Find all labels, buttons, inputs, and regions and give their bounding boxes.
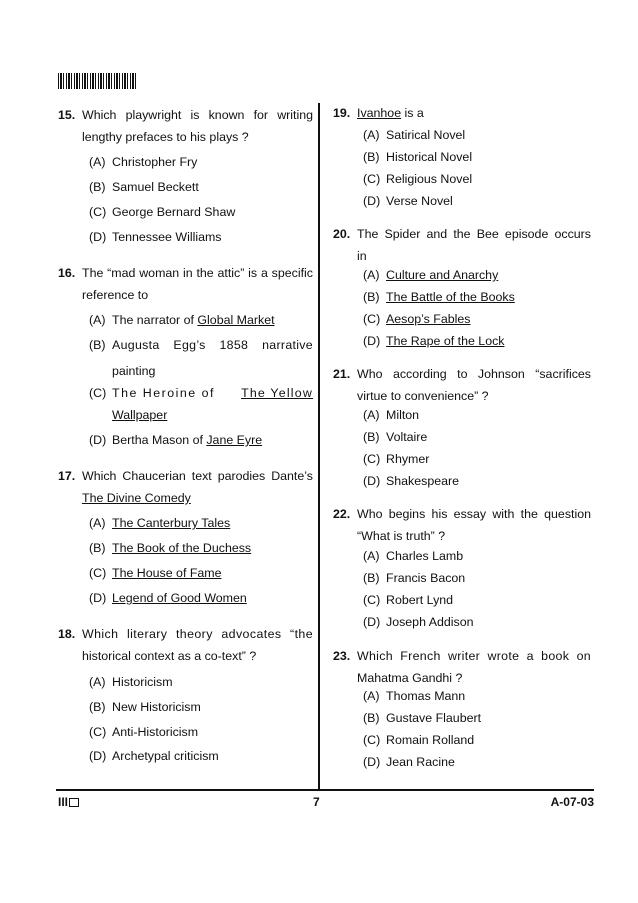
column-divider [318, 103, 320, 789]
option-20c [363, 308, 591, 330]
option-23c [363, 729, 591, 751]
option-label: (B) [89, 541, 106, 555]
option-label: (D) [363, 334, 381, 348]
option-label: (C) [363, 733, 381, 747]
option-text: Robert Lynd [386, 593, 454, 607]
option-text: The Book of the Duchess [112, 541, 252, 555]
option-label: (D) [89, 591, 107, 605]
question-stem-line: “What is truth” ? [357, 529, 446, 543]
option-text: Archetypal criticism [112, 749, 219, 763]
option-text: Milton [386, 408, 420, 422]
question-number: 17. [58, 469, 76, 483]
option-20b [363, 286, 591, 308]
option-text: Historical Novel [386, 150, 473, 164]
option-21d [363, 470, 591, 492]
option-label: (D) [363, 615, 381, 629]
option-label: (C) [89, 205, 107, 219]
option-text: Bertha Mason of [112, 433, 207, 447]
option-17c [89, 562, 313, 584]
paper-code: A-07-03 [550, 795, 594, 809]
paper-series-label: III [58, 795, 69, 809]
option-label: (C) [363, 593, 381, 607]
question-stem-line: Which literary theory advocates “the [82, 627, 313, 641]
question-stem-line: in [357, 249, 367, 263]
option-17a [89, 512, 313, 534]
option-label: (B) [363, 711, 380, 725]
option-16d [89, 429, 313, 451]
option-text: Christopher Fry [112, 155, 198, 169]
option-15a [89, 151, 313, 173]
option-text: Historicism [112, 675, 173, 689]
question-stem-text: is a [401, 106, 424, 120]
option-label: (D) [89, 433, 107, 447]
option-label: (A) [363, 689, 380, 703]
option-21b [363, 426, 591, 448]
option-label: (B) [89, 180, 106, 194]
question-number: 15. [58, 108, 76, 122]
option-22b [363, 567, 591, 589]
option-label: (B) [89, 338, 106, 352]
question-21 [333, 363, 591, 407]
option-22d [363, 611, 591, 633]
option-text: The House of Fame [112, 566, 222, 580]
option-19d [363, 190, 591, 212]
option-19a [363, 124, 591, 146]
option-16a [89, 309, 313, 331]
question-stem-line: virtue to convenience” ? [357, 389, 489, 403]
option-15d [89, 226, 313, 248]
option-text: Religious Novel [386, 172, 473, 186]
question-number: 16. [58, 266, 76, 280]
option-20a [363, 264, 591, 286]
option-19c [363, 168, 591, 190]
option-label: (B) [363, 571, 380, 585]
option-text: Legend of Good Women [112, 591, 247, 605]
option-text: The Battle of the Books [386, 290, 515, 304]
option-text: Jean Racine [386, 755, 455, 769]
question-19 [333, 102, 591, 124]
option-18b [89, 696, 313, 718]
option-text: New Historicism [112, 700, 201, 714]
option-title: Global Market [197, 313, 275, 327]
square-icon [69, 798, 79, 807]
option-label: (C) [89, 566, 107, 580]
option-label: (D) [363, 474, 381, 488]
paper-series-mark [58, 795, 79, 809]
option-text: Gustave Flaubert [386, 711, 482, 725]
question-18 [58, 623, 313, 667]
option-18a [89, 671, 313, 693]
question-stem-line: Which playwright is known for writing [82, 108, 313, 122]
option-text: Francis Bacon [386, 571, 466, 585]
question-stem-line: lengthy prefaces to his plays ? [82, 130, 249, 144]
option-20d [363, 330, 591, 352]
option-label: (D) [89, 230, 107, 244]
question-16 [58, 262, 313, 306]
option-label: (A) [89, 516, 106, 530]
option-label: (B) [363, 150, 380, 164]
option-label: (D) [363, 755, 381, 769]
question-stem-line: Who begins his essay with the question [357, 507, 591, 521]
option-label: (D) [89, 749, 107, 763]
option-title: Wallpaper [112, 408, 168, 422]
question-number: 23. [333, 649, 351, 663]
question-15 [58, 104, 313, 148]
option-text: Rhymer [386, 452, 430, 466]
question-22 [333, 503, 591, 547]
option-text: Anti-Historicism [112, 725, 199, 739]
option-23a [363, 685, 591, 707]
question-stem-line: Who according to Johnson “sacrifices [357, 367, 591, 381]
option-label: (B) [89, 700, 106, 714]
option-22a [363, 545, 591, 567]
option-label: (B) [363, 290, 380, 304]
option-label: (A) [89, 313, 106, 327]
option-title: Jane Eyre [206, 433, 263, 447]
question-number: 19. [333, 106, 351, 120]
option-15c [89, 201, 313, 223]
option-text: Culture and Anarchy [386, 268, 499, 282]
option-23b [363, 707, 591, 729]
option-text: Satirical Novel [386, 128, 466, 142]
option-text: The Heroine of [112, 386, 215, 400]
option-text: painting [112, 364, 156, 378]
option-text: George Bernard Shaw [112, 205, 236, 219]
question-stem-line: The “mad woman in the attic” is a specific [82, 266, 313, 280]
question-20 [333, 223, 591, 267]
option-19b [363, 146, 591, 168]
option-text: Joseph Addison [386, 615, 474, 629]
option-text: Tennessee Williams [112, 230, 222, 244]
question-number: 20. [333, 227, 351, 241]
option-15b [89, 176, 313, 198]
question-stem-line: Which French writer wrote a book on [357, 649, 591, 663]
option-text: Charles Lamb [386, 549, 464, 563]
question-number: 21. [333, 367, 351, 381]
footer-rule [56, 789, 594, 791]
option-16b [89, 334, 313, 382]
option-18c [89, 721, 313, 743]
option-label: (C) [89, 386, 107, 400]
option-label: (A) [363, 549, 380, 563]
option-title: The Yellow [241, 386, 313, 400]
option-21c [363, 448, 591, 470]
question-number: 22. [333, 507, 351, 521]
option-16c [89, 382, 313, 426]
option-label: (A) [89, 675, 106, 689]
option-text: Samuel Beckett [112, 180, 199, 194]
option-label: (C) [363, 172, 381, 186]
question-23 [333, 645, 591, 689]
question-stem-title: Ivanhoe [357, 106, 402, 120]
page-number: 7 [313, 795, 320, 809]
option-23d [363, 751, 591, 773]
option-text: Shakespeare [386, 474, 460, 488]
option-text: The narrator of [112, 313, 198, 327]
question-17 [58, 465, 313, 509]
barcode [58, 73, 138, 89]
option-text: Aesop’s Fables [386, 312, 471, 326]
question-stem-title: The Divine Comedy [82, 491, 191, 505]
option-label: (C) [89, 725, 107, 739]
option-18d [89, 745, 313, 767]
option-label: (D) [363, 194, 381, 208]
option-text: Verse Novel [386, 194, 453, 208]
option-label: (A) [363, 268, 380, 282]
question-stem-line: The Spider and the Bee episode occurs [357, 227, 591, 241]
option-17d [89, 587, 313, 609]
question-stem-line: Mahatma Gandhi ? [357, 671, 463, 685]
option-21a [363, 404, 591, 426]
question-number: 18. [58, 627, 76, 641]
question-stem-line: reference to [82, 288, 149, 302]
option-text: The Canterbury Tales [112, 516, 231, 530]
option-text: Romain Rolland [386, 733, 475, 747]
option-text: Augusta Egg’s 1858 narrative [112, 338, 313, 352]
option-label: (A) [89, 155, 106, 169]
option-label: (C) [363, 452, 381, 466]
question-stem-line: historical context as a co-text” ? [82, 649, 257, 663]
option-text: Thomas Mann [386, 689, 466, 703]
option-22c [363, 589, 591, 611]
option-text: Voltaire [386, 430, 428, 444]
question-stem-line: Which Chaucerian text parodies Dante’s [82, 469, 313, 483]
option-label: (C) [363, 312, 381, 326]
option-label: (B) [363, 430, 380, 444]
option-label: (A) [363, 128, 380, 142]
option-text: The Rape of the Lock [386, 334, 505, 348]
option-label: (A) [363, 408, 380, 422]
option-17b [89, 537, 313, 559]
